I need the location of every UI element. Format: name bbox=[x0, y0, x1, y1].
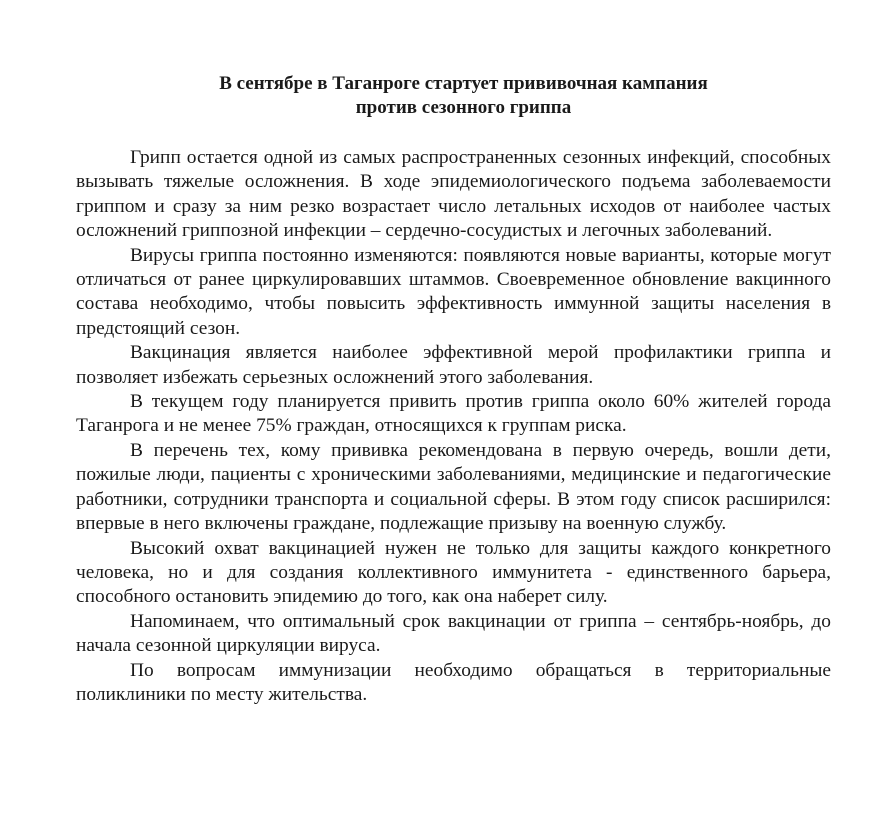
paragraph-contact-info: По вопросам иммунизации необходимо обращаться в территориальные поликлиники по месту жительства. bbox=[76, 659, 831, 705]
paragraph-vaccination-targets: В текущем году планируется привить против гриппа около 60% жителей города Таганрога и не менее 75% граждан, относящихся к группам риска. bbox=[76, 391, 831, 437]
title-line-1: В сентябре в Таганроге стартует прививочная кампания bbox=[219, 73, 708, 94]
paragraph-optimal-period: Напоминаем, что оптимальный срок вакцинации от гриппа – сентябрь-ноябрь, до начала сезонной циркуляции вируса. bbox=[76, 610, 831, 657]
paragraph-herd-immunity: Высокий охват вакцинацией нужен не только для защиты каждого конкретного человека, но и для создания коллективного иммунитета - единственного барьера, способного остановить эпидемию до того, как она наберет силу. bbox=[76, 537, 831, 608]
paragraph-virus-mutation: Вирусы гриппа постоянно изменяются: появляются новые варианты, которые могут отличаться от ранее циркулировавших штаммов. Своевременное обновление вакцинного состава необходимо, чтобы повысить эффективность иммунной защиты населения в предстоящий сезон. bbox=[76, 244, 831, 339]
document-body bbox=[76, 146, 831, 707]
paragraph-flu-overview: Грипп остается одной из самых распространенных сезонных инфекций, способных вызывать тяжелые осложнения. В ходе эпидемиологического подъема заболеваемости гриппом и сразу за ним резко возрастает число летальных исходов от наиболее частых осложнений гриппозной инфекции – сердечно-сосудистых и легочных заболеваний. bbox=[76, 147, 831, 242]
document-page bbox=[76, 72, 831, 707]
title-line-2: против сезонного гриппа bbox=[355, 97, 572, 118]
paragraph-vaccination-effectiveness: Вакцинация является наиболее эффективной мерой профилактики гриппа и позволяет избежать серьезных осложнений этого заболевания. bbox=[76, 342, 831, 388]
paragraph-priority-groups: В перечень тех, кому прививка рекомендована в первую очередь, вошли дети, пожилые люди, пациенты с хроническими заболеваниями, медицинские и педагогические работники, сотрудники транспорта и социальной сферы. В этом году список расширился: впервые в него включены граждане, подлежащие призыву на военную службу. bbox=[76, 439, 831, 535]
document-title bbox=[96, 72, 831, 120]
